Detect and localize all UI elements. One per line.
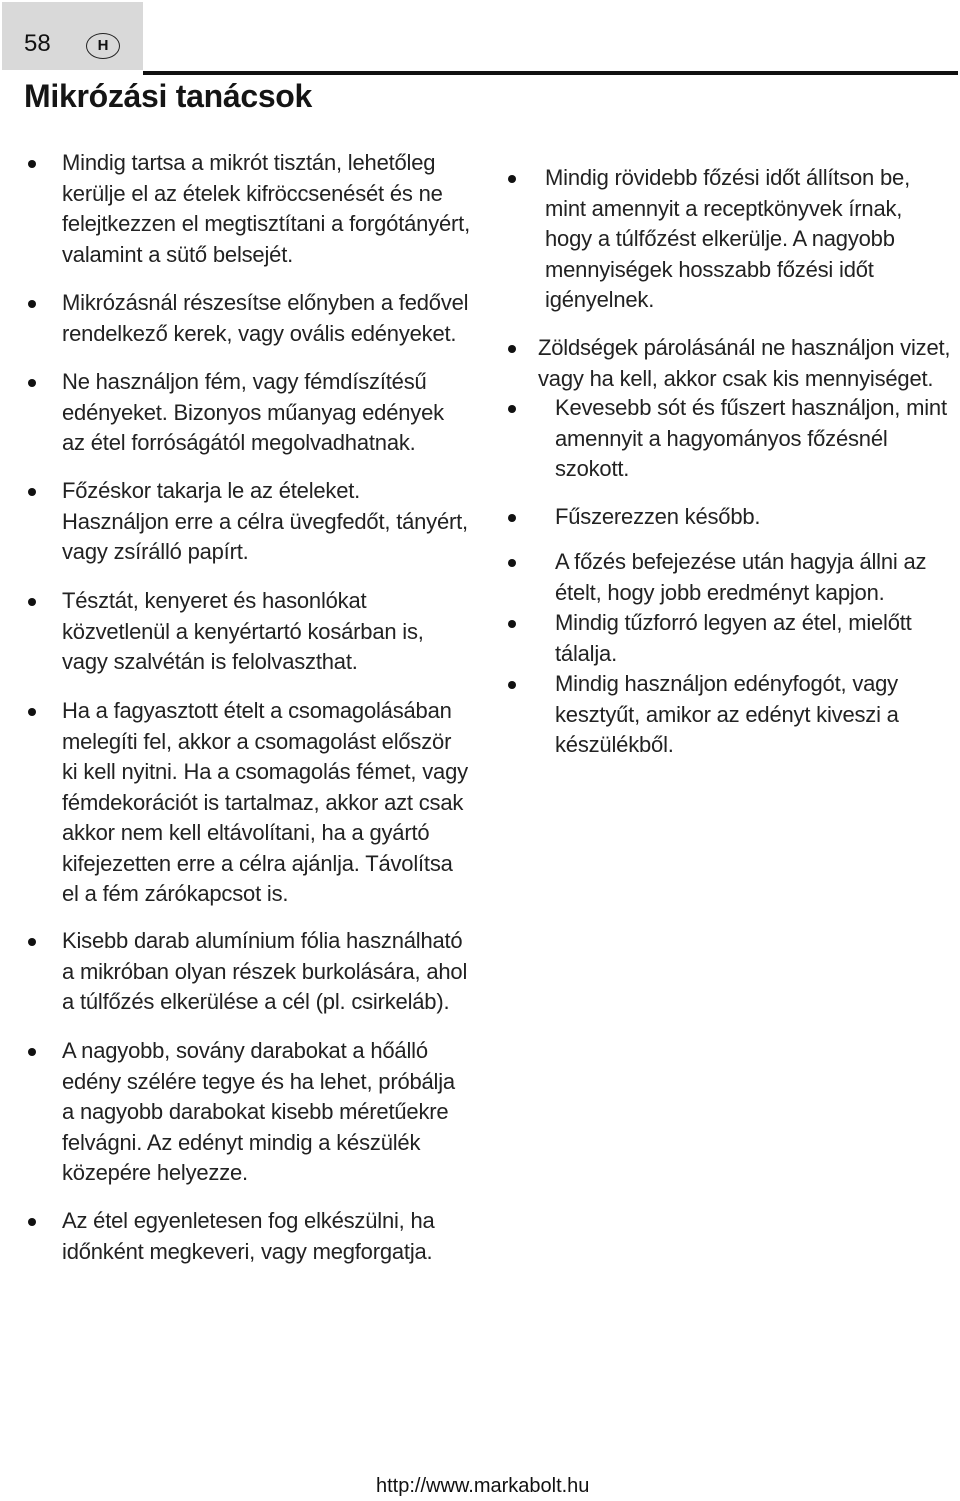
bullet-icon [28,708,36,716]
bullet-icon [28,598,36,606]
tip-text: Kisebb darab alumínium fólia használható a mikróban olyan részek burkolására, ahol a túlfőzés elkerülése a cél (pl. csirkeláb). [62,928,468,1014]
tip-text: Zöldségek párolásánál ne használjon vizet, vagy ha kell, akkor csak kis mennyiséget. [538,335,951,391]
tip-text: Mindig rövidebb főzési időt állítson be, mint amennyit a receptkönyvek írnak, hogy a túlfőzést elkerülje. A nagyobb mennyiségek hosszabb főzési időt igényelnek. [545,165,910,312]
tip-text: Fűszerezzen később. [555,504,761,529]
tip-text: Kevesebb sót és fűszert használjon, mint amennyit a hagyományos főzésnél szokott. [555,395,947,481]
bullet-icon [28,488,36,496]
bullet-icon [508,345,516,353]
list-item [0,1036,455,1189]
bullet-icon [508,620,516,628]
list-item [0,476,468,568]
bullet-icon [508,514,516,522]
tip-text: Ha a fagyasztott ételt a csomagolásában melegíti fel, akkor a csomagolást először ki kell nyitni. Ha a csomagolás fémet, vagy fémdekorációt is tartalmaz, akkor azt csak akkor nem kell eltávolítani, ha a gyártó kifejezetten erre a célra ajánlja. Távolítsa el a fém zárókapcsot is. [62,698,468,906]
list-item [0,586,424,678]
footer-url[interactable]: http://www.markabolt.hu [376,1475,590,1497]
list-item [500,393,947,485]
tip-text: Mindig tűzforró legyen az étel, mielőtt tálalja. [555,610,912,666]
bullet-icon [28,938,36,946]
tip-text: Mindig tartsa a mikrót tisztán, lehetőleg kerülje el az ételek kifröccsenését és ne felejtkezzen el megtisztítani a forgótányért, valamint a sütő belsejét. [62,150,470,267]
list-item [500,502,760,533]
list-item [0,367,444,459]
bullet-icon [508,175,516,183]
language-badge: H [86,33,120,59]
tip-text: Mindig használjon edényfogót, vagy kesztyűt, amikor az edényt kiveszi a készülékből. [555,671,899,757]
bullet-icon [28,379,36,387]
list-item [500,547,926,608]
tip-text: Főzéskor takarja le az ételeket. Használjon erre a célra üvegfedőt, tányért, vagy zsírálló papírt. [62,478,468,564]
header-rule [143,71,958,75]
page-number: 58 [24,30,51,57]
tip-text: Ne használjon fém, vagy fémdíszítésű edényeket. Bizonyos műanyag edények az étel forróságától megolvadhatnak. [62,369,444,455]
bullet-icon [28,1048,36,1056]
list-item [500,163,910,316]
bullet-icon [28,1218,36,1226]
list-item [0,148,470,270]
bullet-icon [28,300,36,308]
tip-text: A nagyobb, sovány darabokat a hőálló edény szélére tegye és ha lehet, próbálja a nagyobb darabokat kisebb méretűekre felvágni. Az edényt mindig a készülék közepére helyezze. [62,1038,455,1185]
list-item [500,333,950,394]
list-item [500,608,912,669]
bullet-icon [508,559,516,567]
page-title: Mikrózási tanácsok [24,78,313,114]
tip-text: Tésztát, kenyeret és hasonlókat közvetlenül a kenyértartó kosárban is, vagy szalvétán is felolvaszthat. [62,588,424,674]
bullet-icon [28,160,36,168]
bullet-icon [508,681,516,689]
list-item [0,926,467,1018]
list-item [0,288,468,349]
tip-text: Az étel egyenletesen fog elkészülni, ha időnként megkeveri, vagy megforgatja. [62,1208,435,1264]
bullet-icon [508,405,516,413]
list-item [500,669,899,761]
list-item [0,696,468,910]
tip-text: A főzés befejezése után hagyja állni az ételt, hogy jobb eredményt kapjon. [555,549,927,605]
tip-text: Mikrózásnál részesítse előnyben a fedővel rendelkező kerek, vagy ovális edényeket. [62,290,469,346]
list-item [0,1206,435,1267]
